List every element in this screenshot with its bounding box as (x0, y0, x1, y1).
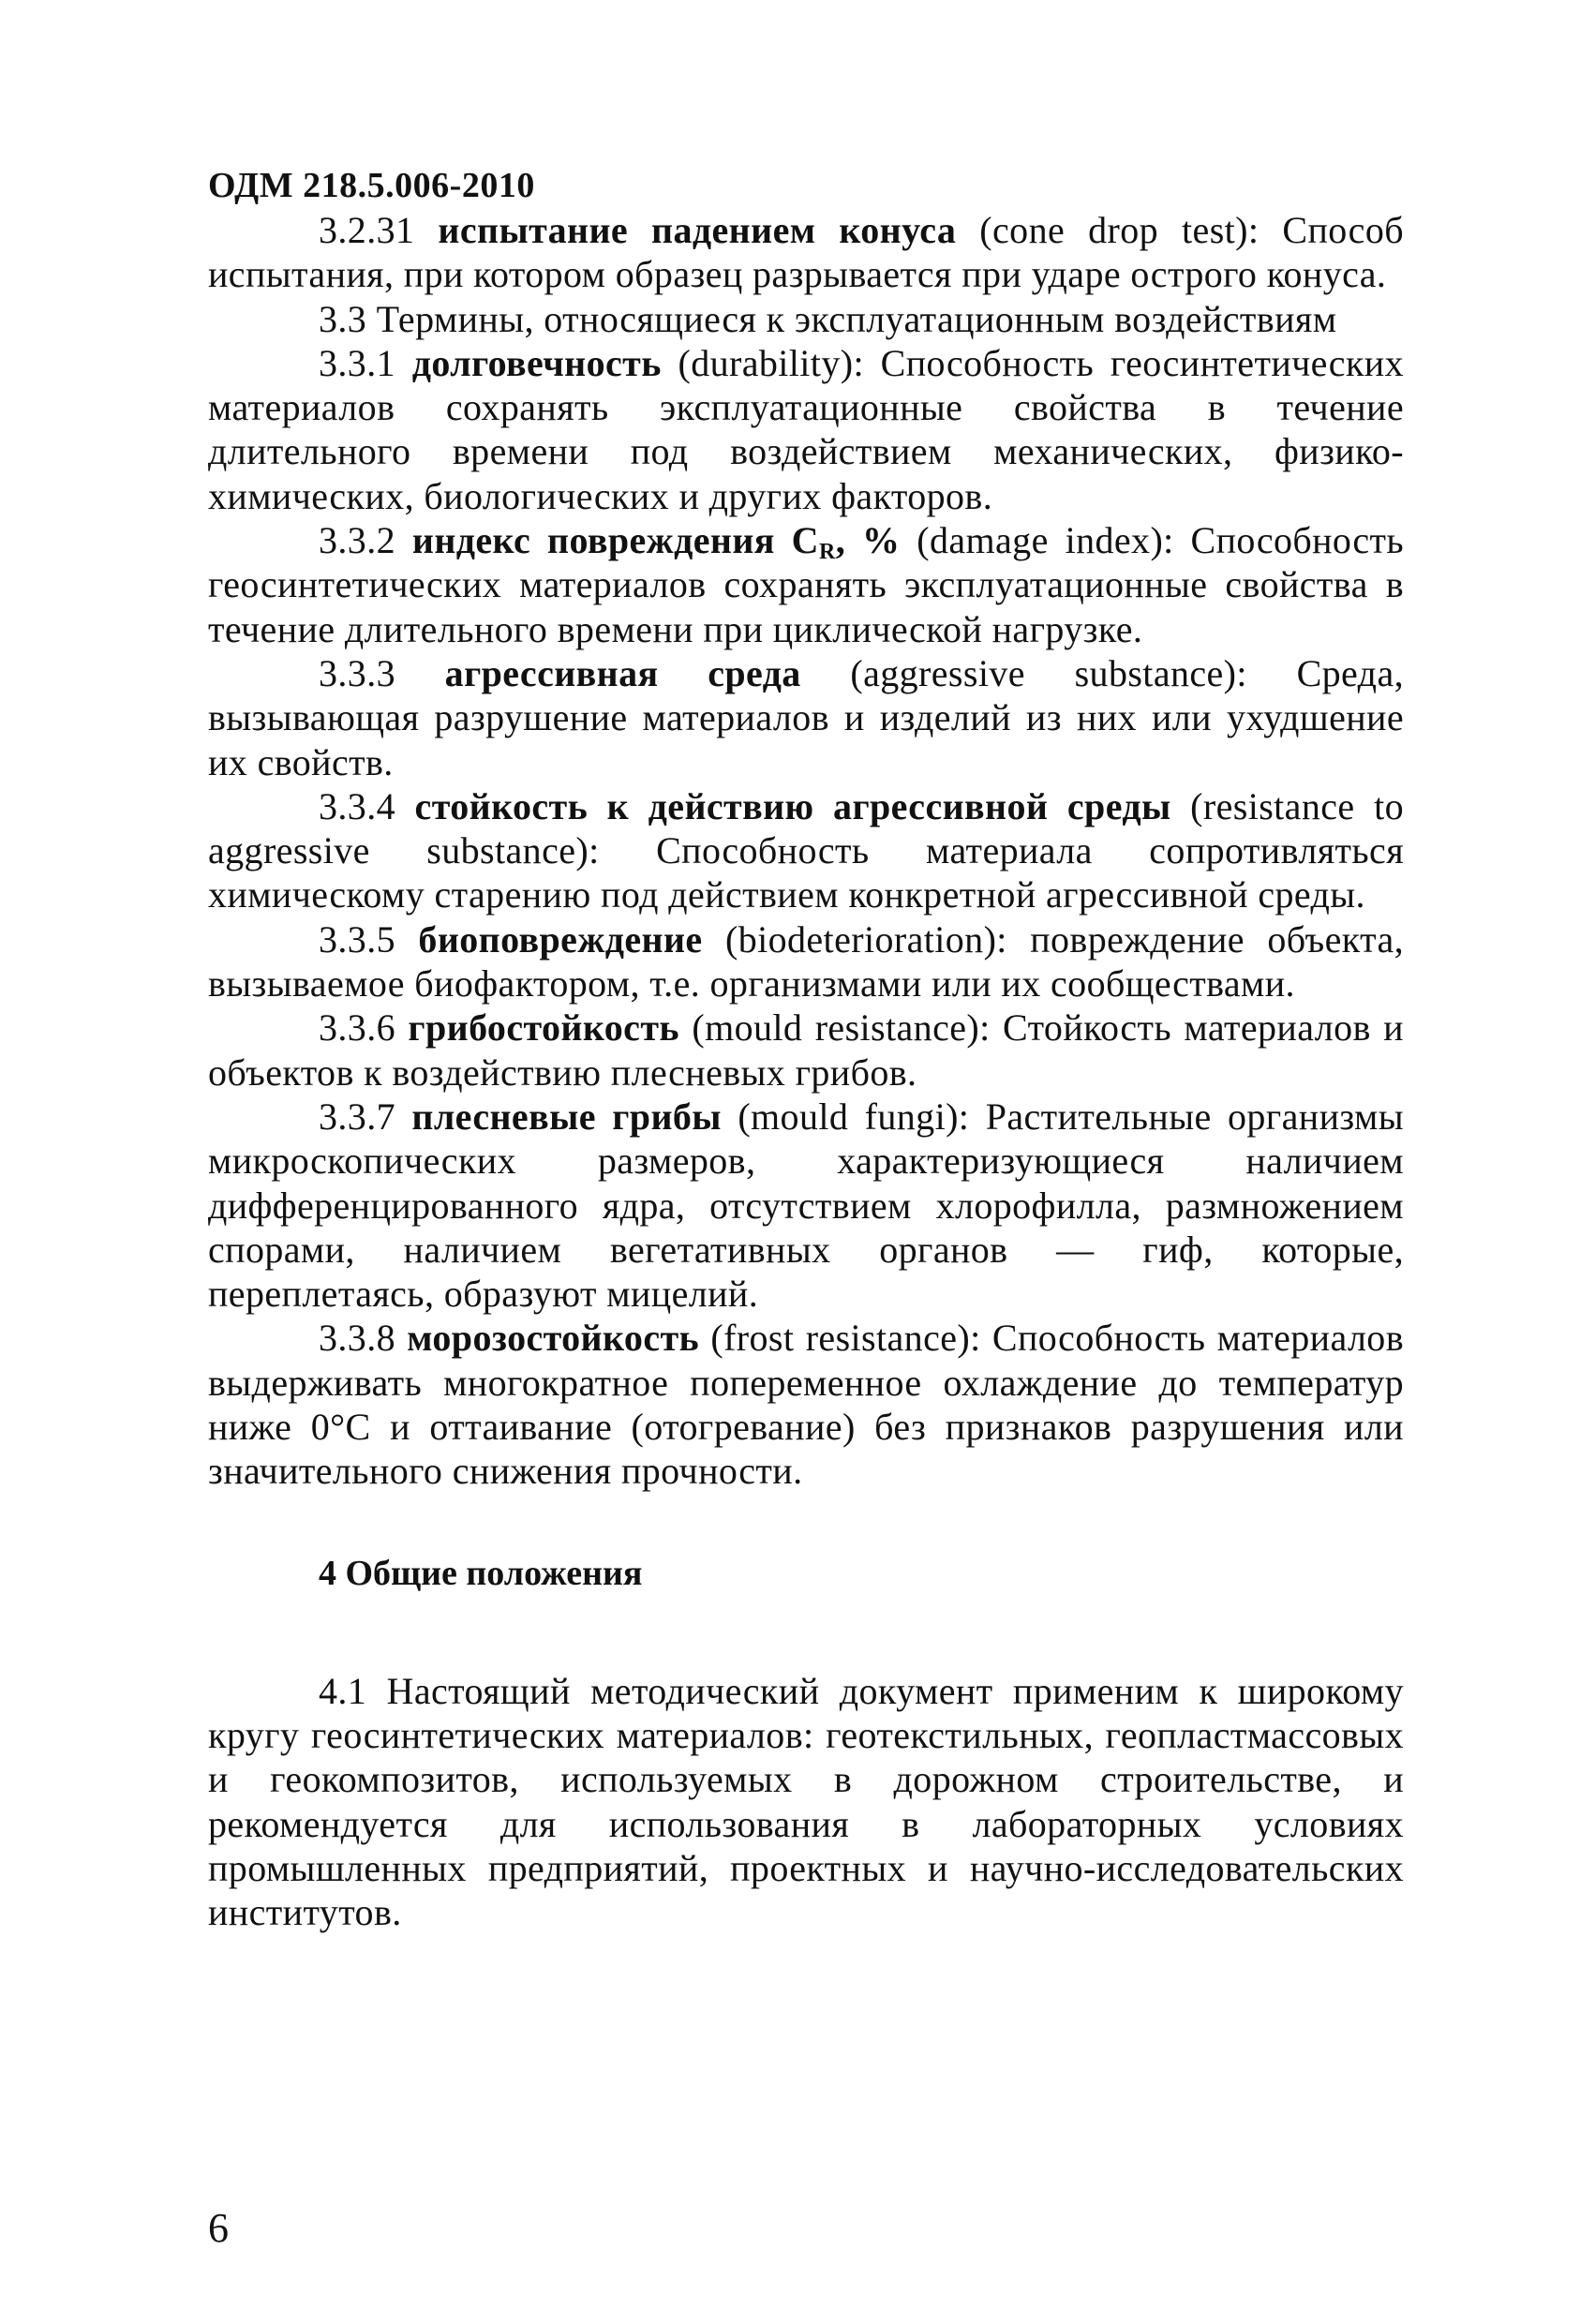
term-name-suffix: , % (835, 519, 901, 562)
term-name: морозостойкость (407, 1317, 700, 1360)
term-paragraph-3-3-3 (208, 651, 1404, 784)
term-paragraph-3-3-4 (208, 784, 1404, 917)
term-paragraph-3-3-8 (208, 1316, 1404, 1493)
term-definition: (mould fungi): Растительные организмы микроскопических размеров, характеризующиеся наличием дифференцированного ядра, отсутствием хлорофилла, размножением спорами, наличием вегетативных органов — гиф, которые, переплетаясь, образуют мицелий. (208, 1095, 1404, 1316)
paragraph-text: Настоящий методический документ применим к широкому кругу геосинтетических материалов: геотекстильных, геопластмассовых и геокомпозитов, используемых в дорожном строительстве, и рекомендуется для использования в лабораторных условиях промышленных предприятий, проектных и научно-исследовательских институтов. (208, 1669, 1404, 1934)
term-paragraph-3-2-31 (208, 208, 1404, 297)
term-name: стойкость к действию агрессивной среды (414, 784, 1171, 827)
clause-number: 3.2.31 (319, 209, 415, 251)
document-code-header: ОДМ 218.5.006-2010 (208, 166, 535, 205)
term-name: биоповреждение (418, 917, 703, 961)
term-subscript: R (818, 540, 836, 565)
subsection-title-text: Термины, относящиеся к эксплуатационным воздействиям (376, 297, 1337, 340)
term-name: плесневые грибы (411, 1095, 722, 1138)
document-body (208, 208, 1404, 1934)
subsection-title-3-3 (208, 297, 1404, 341)
term-definition: (cone drop test): Способ испытания, при котором образец разрывается при ударе острого конуса. (208, 209, 1404, 296)
term-name: грибостойкость (408, 1006, 679, 1050)
term-definition: (frost resistance): Способность материалов выдерживать многократное попеременное охлаждение до температур ниже 0°С и оттаивание (отогревание) без признаков разрушения или значительного снижения прочности. (208, 1317, 1404, 1493)
term-paragraph-3-3-7 (208, 1095, 1404, 1316)
term-definition: (biodeterioration): повреждение объекта, вызываемое биофактором, т.е. организмами или их сообществами. (208, 917, 1404, 1006)
term-paragraph-3-3-5 (208, 917, 1404, 1006)
term-definition: (durability): Способность геосинтетических материалов сохранять эксплуатационные свойства в течение длительного времени под воздействием механических, физико-химических, биологических и других факторов. (208, 341, 1405, 517)
clause-number: 3.3 (319, 297, 367, 340)
clause-number: 3.3.4 (319, 784, 395, 827)
clause-number: 4.1 (319, 1669, 367, 1712)
clause-number: 3.3.6 (319, 1006, 395, 1050)
section-heading-4: 4 Общие положения (319, 1553, 643, 1593)
clause-number: 3.3.8 (319, 1317, 395, 1360)
term-paragraph-3-3-6 (208, 1006, 1404, 1095)
term-definition: (resistance to aggressive substance): Способность материала сопротивляться химическому старению под действием конкретной агрессивной среды. (208, 784, 1404, 916)
section-paragraph-4-1 (208, 1669, 1404, 1935)
term-name (411, 519, 901, 565)
term-name: долговечность (411, 341, 662, 384)
clause-number: 3.3.5 (319, 917, 395, 961)
clause-number: 3.3.2 (319, 519, 395, 562)
clause-number: 3.3.7 (319, 1095, 395, 1138)
term-definition: (mould resistance): Стойкость материалов и объектов к воздействию плесневых грибов. (208, 1006, 1404, 1094)
term-paragraph-3-3-1 (208, 341, 1404, 518)
term-name: испытание падением конуса (438, 209, 957, 251)
term-paragraph-3-3-2 (208, 518, 1404, 651)
term-name-main: индекс повреждения C (411, 519, 819, 562)
term-definition: (aggressive substance): Среда, вызывающая разрушение материалов и изделий из них или ухудшение их свойств. (208, 651, 1404, 783)
clause-number: 3.3.3 (319, 651, 395, 694)
clause-number: 3.3.1 (319, 341, 395, 384)
page-number: 6 (208, 2205, 229, 2251)
term-definition: (damage index): Способность геосинтетических материалов сохранять эксплуатационные свойства в течение длительного времени при циклической нагрузке. (208, 519, 1405, 650)
term-name: агрессивная среда (444, 651, 801, 694)
